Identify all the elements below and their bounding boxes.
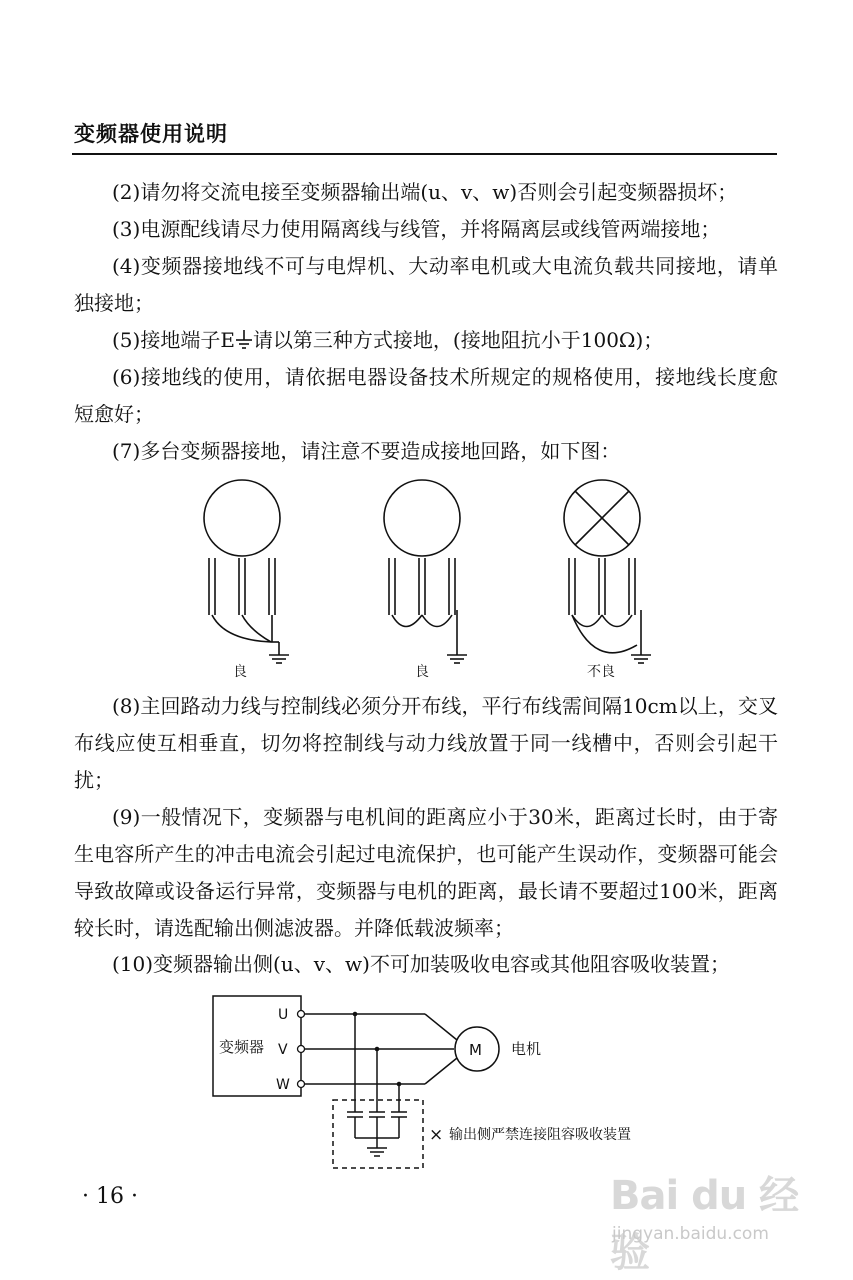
header-divider bbox=[72, 153, 777, 155]
motor-label: 电机 bbox=[511, 1040, 542, 1058]
inverter-circle bbox=[204, 480, 280, 556]
paragraph-7: (7)多台变频器接地，请注意不要造成接地回路，如下图： bbox=[112, 439, 621, 463]
inverter-unit-good-1 bbox=[204, 480, 289, 663]
terminal-u: U bbox=[278, 1007, 289, 1023]
grounding-diagram bbox=[195, 470, 655, 685]
page-number: · 16 · bbox=[82, 1184, 138, 1209]
inverter-label: 变频器 bbox=[219, 1038, 265, 1056]
paragraph-2: (2)请勿将交流电接至变频器输出端(u、v、w)否则会引起变频器损坏； bbox=[112, 180, 738, 204]
label-good-2: 良 bbox=[415, 664, 429, 680]
paragraph-3: (3)电源配线请尽力使用隔离线与线管，并将隔离层或线管两端接地； bbox=[112, 217, 721, 241]
watermark-url: jingyan.baidu.com bbox=[612, 1224, 769, 1244]
inverter-unit-bad bbox=[564, 480, 651, 663]
inverter-unit-good-2 bbox=[384, 480, 467, 663]
watermark-brand: Bai du 经验 bbox=[610, 1173, 799, 1276]
page-header-title: 变频器使用说明 bbox=[74, 122, 228, 146]
ground-icon bbox=[235, 330, 253, 350]
inverter-circle bbox=[384, 480, 460, 556]
paragraph-5-start: (5)接地端子E bbox=[112, 328, 235, 352]
warning-text: 输出侧严禁连接阻容吸收装置 bbox=[449, 1127, 631, 1143]
paragraph-9: (9)一般情况下，变频器与电机间的距离应小于30米，距离过长时，由于寄生电容所产生的冲击电流会引起过电流保护，也可能产生误动作，变频器可能会导致故障或设备运行异常，变频器与电机的距离，最长请不要超过100米，距离较长时，请选配输出侧滤波器。并降低载波频率； bbox=[74, 805, 778, 940]
paragraph-5 bbox=[74, 322, 778, 359]
terminal-w: W bbox=[276, 1077, 290, 1093]
paragraph-8: (8)主回路动力线与控制线必须分开布线，平行布线需间隔10cm以上，交叉布线应使互相垂直，切勿将控制线与动力线放置于同一线槽中，否则会引起干扰； bbox=[74, 694, 778, 792]
paragraph-5-end: 请以第三种方式接地，(接地阻抗小于100Ω)； bbox=[252, 328, 664, 352]
label-bad: 不良 bbox=[587, 664, 615, 680]
paragraph-6: (6)接地线的使用，请依据电器设备技术所规定的规格使用，接地线长度愈短愈好； bbox=[74, 365, 778, 426]
motor-symbol: M bbox=[469, 1041, 482, 1059]
watermark bbox=[600, 1150, 805, 1276]
paragraph-4: (4)变频器接地线不可与电焊机、大动率电机或大电流负载共同接地，请单独接地； bbox=[74, 254, 778, 315]
rc-absorber-box bbox=[333, 1100, 423, 1168]
paragraph-10: (10)变频器输出侧(u、v、w)不可加装吸收电容或其他阻容吸收装置； bbox=[112, 952, 730, 976]
terminal-v: V bbox=[278, 1042, 288, 1058]
prohibition-mark: × bbox=[429, 1125, 444, 1145]
label-good-1: 良 bbox=[233, 664, 247, 680]
